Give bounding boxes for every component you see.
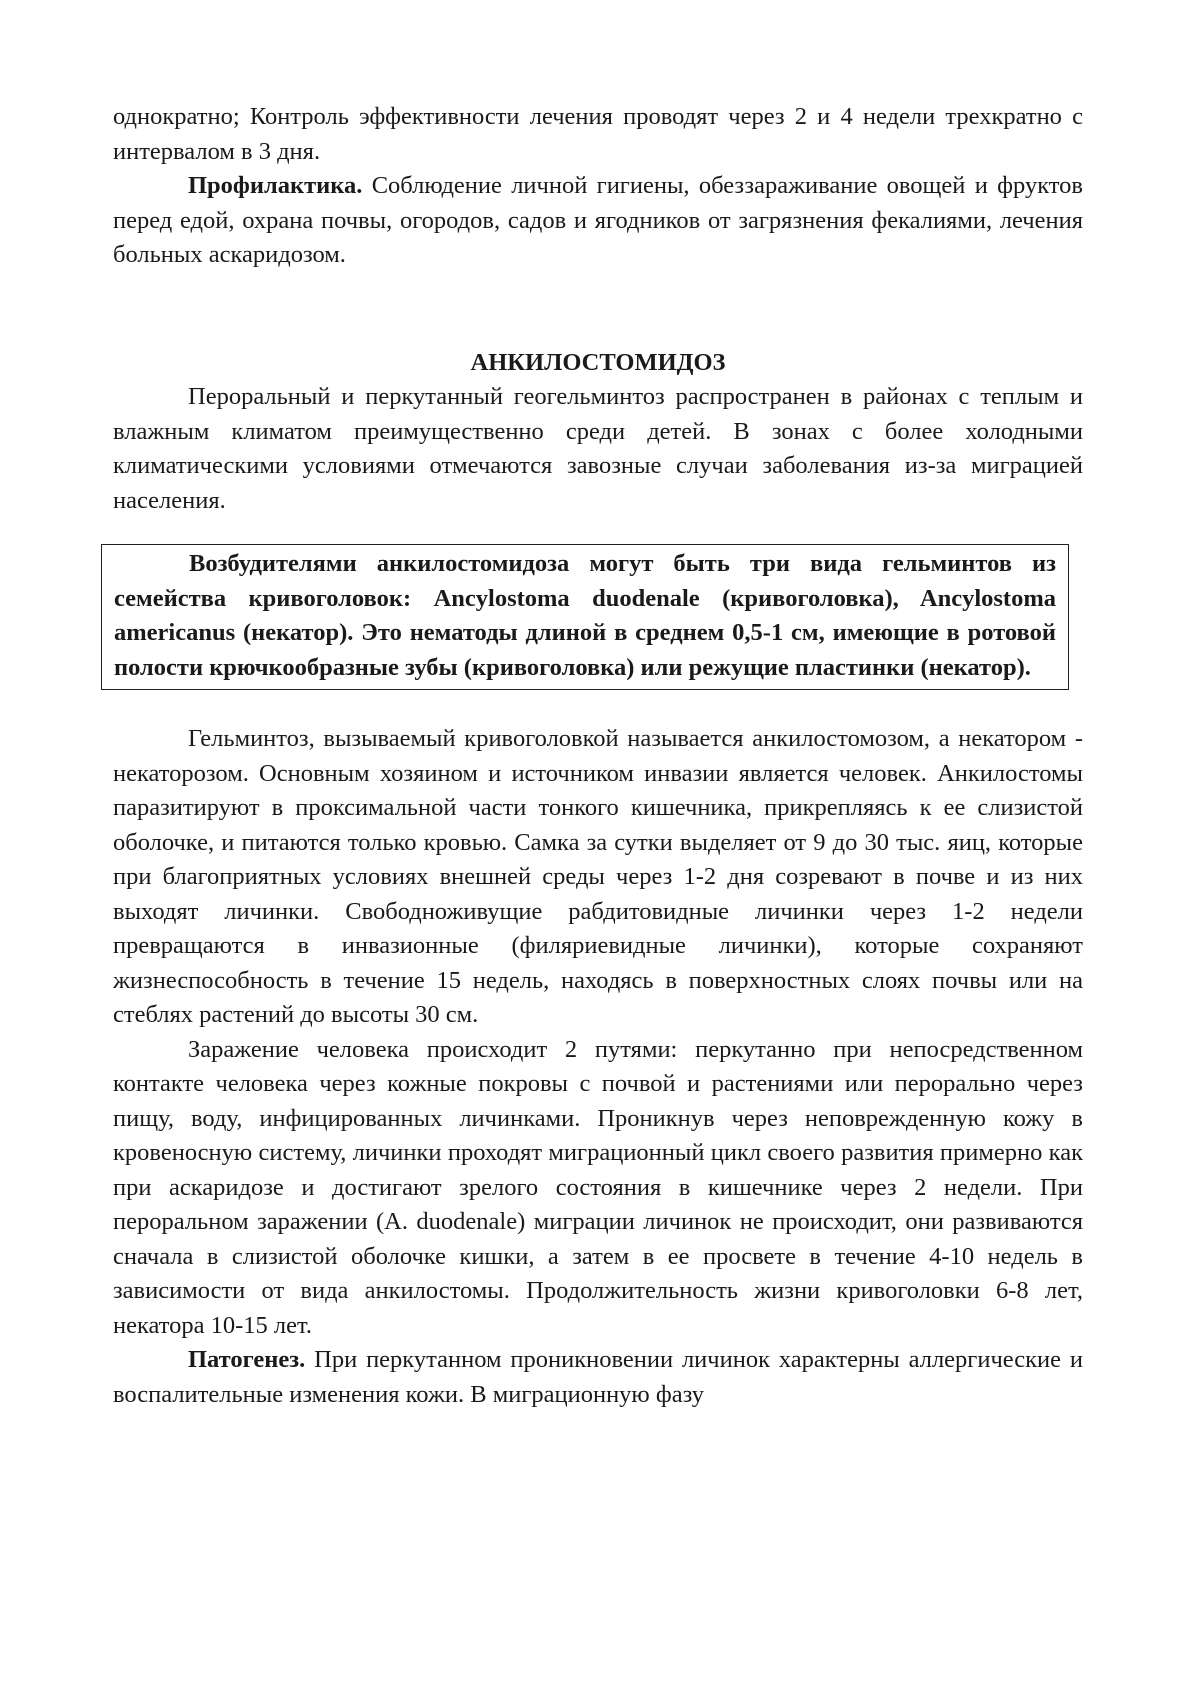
prophylaxis-lead: Профилактика. (188, 172, 363, 199)
document-page (113, 100, 1083, 1412)
intro-paragraph: Пероральный и перкутанный геогельминтоз распространен в районах с теплым и влажным климатом преимущественно среди детей. В зонах с более холодными климатическими условиями отмечаются завозные случаи заболевания из-за миграцией населения. (113, 383, 1083, 514)
pathogenesis-paragraph (113, 1343, 1083, 1412)
pathogen-box (101, 544, 1069, 690)
pathogenesis-lead: Патогенез. (188, 1346, 306, 1373)
treatment-control-paragraph: однократно; Контроль эффективности лечения проводят через 2 и 4 недели трехкратно с интервалом в 3 дня. (113, 103, 1083, 165)
helminthosis-paragraph: Гельминтоз, вызываемый кривоголовкой называется анкилостомозом, а некатором - некаторозом. Основным хозяином и источником инвазии является человек. Анкилостомы паразитируют в проксимальной части тонкого кишечника, прикрепляясь к ее слизистой оболочке, и питаются только кровью. Самка за сутки выделяет от 9 до 30 тыс. яиц, которые при благоприятных условиях внешней среды через 1-2 дня созревают в почве и из них выходят личинки. Свободноживущие рабдитовидные личинки через 1-2 недели превращаются в инвазионные (филяриевидные личинки), которые сохраняют жизнеспособность в течение 15 недель, находясь в поверхностных слоях почвы или на стеблях растений до высоты 30 см. (113, 725, 1083, 1028)
section-heading: АНКИЛОСТОМИДОЗ (470, 348, 726, 376)
infection-paragraph: Заражение человека происходит 2 путями: перкутанно при непосредственном контакте человека через кожные покровы с почвой и растениями или перорально через пищу, воду, инфицированных личинками. Проникнув через неповрежденную кожу в кровеносную систему, личинки проходят миграционный цикл своего развития примерно как при аскаридозе и достигают зрелого состояния в кишечнике через 2 недели. При пероральном заражении (A. duodenale) миграции личинок не происходит, они развиваются сначала в слизистой оболочке кишки, а затем в ее просвете в течение 4-10 недель в зависимости от вида анкилостомы. Продолжительность жизни кривоголовки 6-8 лет, некатора 10-15 лет. (113, 1035, 1083, 1339)
pathogenesis-text: При перкутанном проникновении личинок характерны аллергические и воспалительные изменения кожи. В миграционную фазу (113, 1346, 1083, 1408)
prophylaxis-text: Соблюдение личной гигиены, обеззараживание овощей и фруктов перед едой, охрана почвы, огородов, садов и ягодников от загрязнения фекалиями, лечения больных аскаридозом. (113, 172, 1083, 268)
prophylaxis-paragraph (113, 169, 1083, 273)
pathogen-paragraph: Возбудителями анкилостомидоза могут быть три вида гельминтов из семейства кривоголовок: Ancylostoma duodenale (кривоголовка), Ancylostoma americanus (некатор). Это нематоды длиной в среднем 0,5-1 см, имеющие в ротовой полости крючкообразные зубы (кривоголовка) или режущие пластинки (некатор). (114, 550, 1056, 681)
